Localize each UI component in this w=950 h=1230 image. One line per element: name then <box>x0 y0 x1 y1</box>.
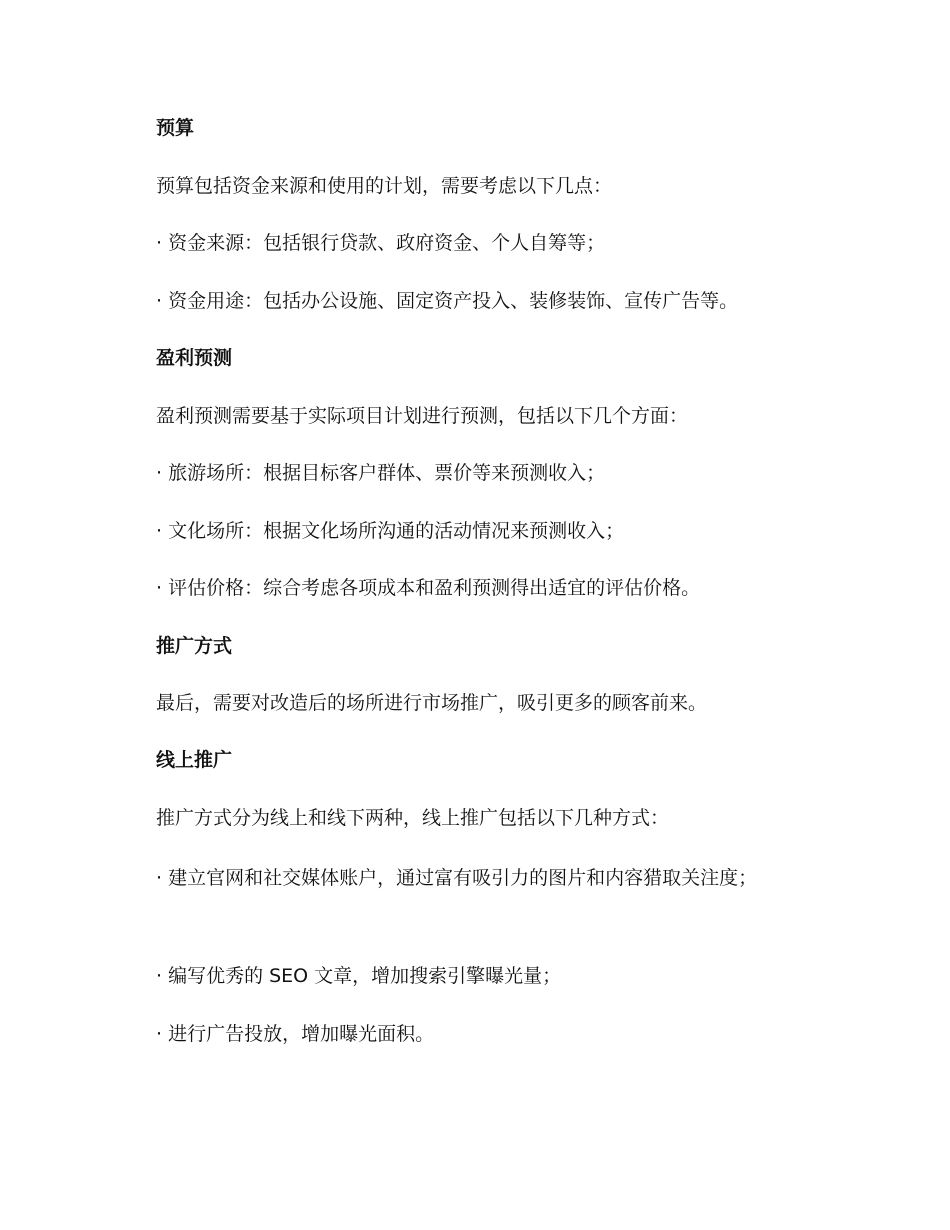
bullet-item-funding-use: · 资金用途：包括办公设施、固定资产投入、装修装饰、宣传广告等。 <box>156 290 739 312</box>
bullet-item-seo: · 编写优秀的 SEO 文章，增加搜索引擎曝光量； <box>156 965 562 987</box>
bullet-item-ads: · 进行广告投放，增加曝光面积。 <box>156 1023 435 1045</box>
paragraph-budget-intro: 预算包括资金来源和使用的计划，需要考虑以下几点： <box>156 175 613 197</box>
bullet-item-tourism-venue: · 旅游场所：根据目标客户群体、票价等来预测收入； <box>156 462 606 484</box>
section-heading-online-promotion: 线上推广 <box>156 749 233 771</box>
paragraph-profit-intro: 盈利预测需要基于实际项目计划进行预测，包括以下几个方面： <box>156 405 689 427</box>
section-heading-budget: 预算 <box>156 117 195 139</box>
section-heading-promotion: 推广方式 <box>156 635 233 657</box>
bullet-item-funding-source: · 资金来源：包括银行贷款、政府资金、个人自筹等； <box>156 232 606 254</box>
paragraph-promotion-intro: 最后，需要对改造后的场所进行市场推广，吸引更多的顾客前来。 <box>156 692 708 714</box>
bullet-item-cultural-venue: · 文化场所：根据文化场所沟通的活动情况来预测收入； <box>156 520 625 542</box>
bullet-item-website-social: · 建立官网和社交媒体账户，通过富有吸引力的图片和内容猎取关注度； <box>156 867 758 889</box>
paragraph-online-intro: 推广方式分为线上和线下两种，线上推广包括以下几种方式： <box>156 807 670 829</box>
section-heading-profit-forecast: 盈利预测 <box>156 347 233 369</box>
bullet-item-valuation: · 评估价格：综合考虑各项成本和盈利预测得出适宜的评估价格。 <box>156 577 701 599</box>
